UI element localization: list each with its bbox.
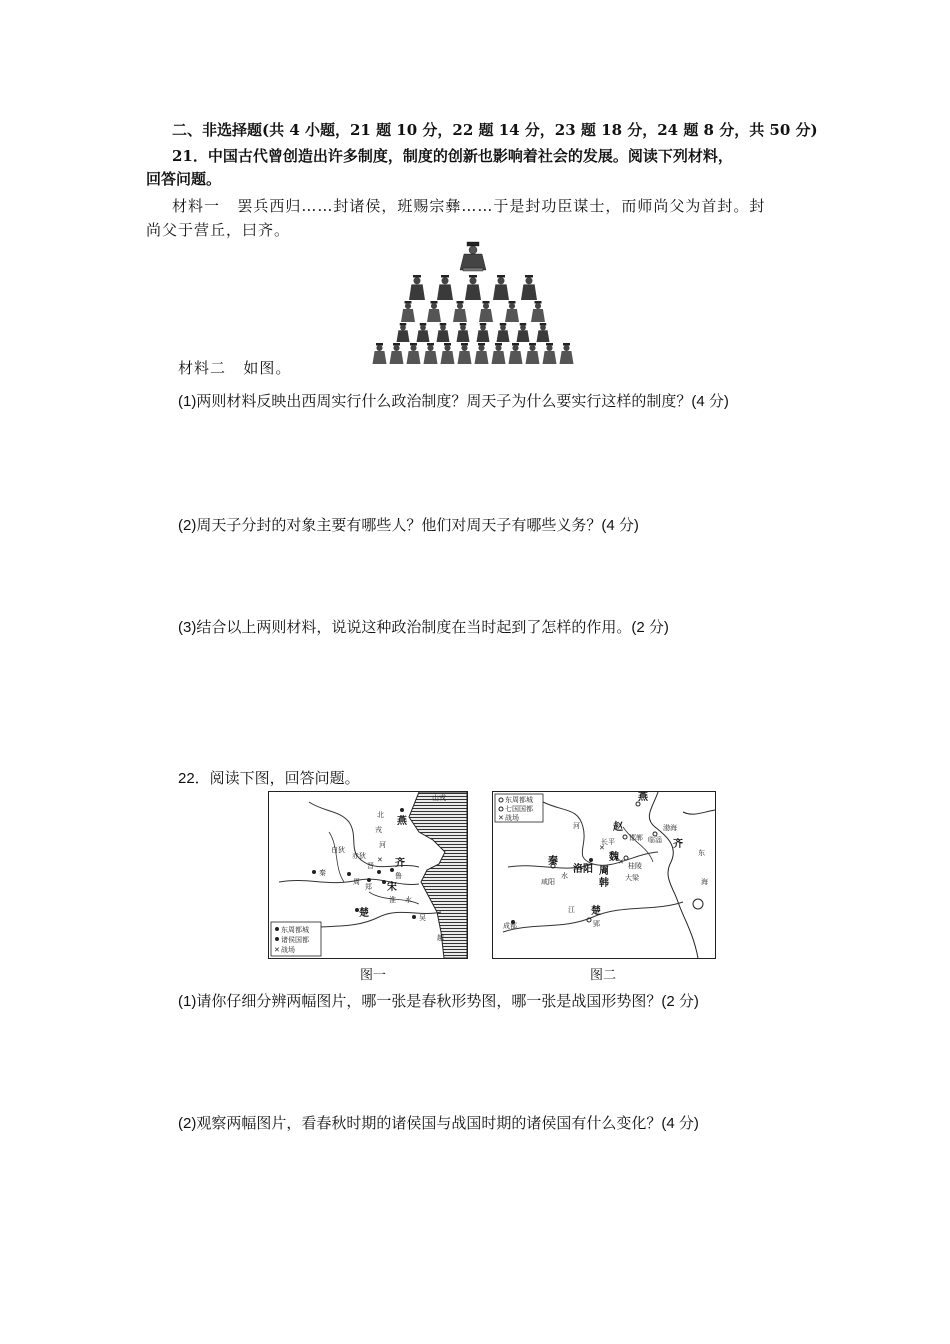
person-figure (521, 275, 537, 300)
battle-guiling-marker: ✕ (618, 858, 624, 866)
person-figure (477, 323, 490, 342)
label-hai: 海 (701, 878, 708, 886)
label-yan2: 燕 (638, 792, 648, 803)
label-handan: 邯郸 (629, 834, 643, 842)
battle-marker: ✕ (377, 856, 383, 864)
person-figure (407, 343, 421, 364)
label-zheng: 郑 (365, 883, 372, 891)
person-figure (526, 343, 540, 364)
person-figure (509, 343, 523, 364)
fig2-caption: 图二 (590, 968, 617, 983)
fig1-legend-battle: 战场 (281, 946, 295, 954)
person-figure (493, 275, 509, 300)
label-qin2: 秦 (548, 856, 558, 867)
person-figure (409, 275, 425, 300)
label-he2: 河 (573, 822, 580, 830)
person-figure (497, 323, 510, 342)
person-figure (397, 323, 410, 342)
label-chu: 楚 (359, 908, 369, 919)
label-dong: 东 (698, 849, 705, 857)
q21-material1-line2: 尚父于营丘，曰齐。 (146, 221, 291, 239)
person-figure (531, 301, 545, 322)
person-figure (492, 343, 506, 364)
q22-stem: 22．阅读下图，回答问题。 (178, 770, 360, 787)
label-chu2: 楚 (591, 906, 601, 917)
person-figure (437, 275, 453, 300)
label-linzi: 临淄 (648, 836, 662, 844)
person-figure (424, 343, 438, 364)
label-he: 河 (379, 841, 386, 849)
label-qi: 齐 (395, 858, 405, 869)
label-jin: 晋 (367, 862, 374, 870)
fig1-legend-battle-icon: ✕ (274, 946, 280, 954)
label-shui2: 水 (561, 872, 568, 880)
label-bei: 北 (377, 811, 384, 819)
person-figure (560, 343, 574, 364)
q21-material1-line1 (172, 196, 765, 216)
fig2-legend-battle: 战场 (505, 814, 519, 822)
person-figure (537, 323, 550, 342)
feudal-pyramid-figure (360, 240, 590, 372)
label-wei: 魏 (609, 852, 619, 863)
map-figure-1 (268, 791, 468, 959)
q21-material2-label: 材料二 (178, 359, 227, 377)
person-figure (543, 343, 557, 364)
fig1-caption: 图一 (360, 968, 387, 983)
person-figure (475, 343, 489, 364)
pyramid-rows (373, 275, 574, 364)
label-yan: 燕 (397, 816, 407, 827)
label-ying: 郢 (593, 920, 600, 928)
label-shui: 水 (405, 896, 412, 904)
label-guiling: 桂陵 (628, 862, 642, 870)
q21-sub1: (1)两则材料反映出西周实行什么政治制度？周天子为什么要实行这样的制度？(4 分) (178, 393, 729, 410)
q21-material1-text: 罢兵西归……封诸侯，班赐宗彝……于是封功臣谋士，而师尚父为首封。封 (237, 197, 766, 215)
map-figure-2 (492, 791, 716, 959)
label-wu: 吴 (419, 914, 426, 922)
person-figure (479, 301, 493, 322)
section-header: 二、非选择题(共 4 小题，21 题 10 分，22 题 14 分，23 题 18 分，24 题 8 分，共 50 分) (172, 121, 818, 139)
fig2-legend-capital: 东周都城 (505, 796, 533, 804)
person-figure (517, 323, 530, 342)
label-yue: 越 (437, 934, 444, 942)
label-qi2: 齐 (673, 839, 683, 850)
person-figure (437, 323, 450, 342)
label-han: 韩 (599, 878, 609, 889)
label-chidi: 赤狄 (352, 852, 366, 860)
label-xianyang: 咸阳 (541, 878, 555, 886)
q22-sub1: (1)请你仔细分辨两幅图片，哪一张是春秋形势图，哪一张是战国形势图？(2 分) (178, 993, 699, 1010)
label-zhao: 赵 (613, 822, 623, 833)
label-shanrong: 山戎 (432, 794, 446, 802)
person-figure (458, 343, 472, 364)
q21-material2-text: 如图。 (243, 359, 292, 377)
label-jiang: 江 (568, 906, 575, 914)
battle-changping-marker: ✕ (599, 844, 605, 852)
fig1-legend-state-capital: 诸侯国都 (281, 936, 309, 944)
label-zhou2: 周 (599, 866, 609, 877)
fig1-legend-capital: 东周都城 (281, 926, 309, 934)
label-zhou: 周 (353, 878, 360, 886)
q22-sub2: (2)观察两幅图片，看春秋时期的诸侯国与战国时期的诸侯国有什么变化？(4 分) (178, 1115, 699, 1132)
label-huai: 淮 (389, 896, 396, 904)
label-luoyang: 洛阳 (573, 864, 593, 875)
label-rong: 戎 (375, 826, 382, 834)
q21-material2-line (178, 358, 291, 378)
king-figure (460, 242, 486, 271)
q21-sub3: (3)结合以上两则材料，说说这种政治制度在当时起到了怎样的作用。(2 分) (178, 619, 669, 636)
person-figure (390, 343, 404, 364)
person-figure (417, 323, 430, 342)
person-figure (457, 323, 470, 342)
label-changping: 长平 (601, 838, 615, 846)
label-lu: 鲁 (395, 872, 402, 880)
q21-stem-line2: 回答问题。 (146, 170, 222, 188)
fig2-legend-battle-icon: ✕ (498, 814, 504, 822)
label-qin: 秦 (319, 869, 326, 877)
label-daliang: 大梁 (625, 874, 639, 882)
person-figure (505, 301, 519, 322)
fig2-legend-state-capital: 七国国都 (505, 805, 533, 813)
label-chengdu: 成都 (503, 922, 517, 930)
person-figure (465, 275, 481, 300)
label-baidi: 白狄 (331, 846, 345, 854)
label-song: 宋 (387, 882, 397, 893)
q21-stem-line1: 21．中国古代曾创造出许多制度，制度的创新也影响着社会的发展。阅读下列材料， (172, 147, 733, 165)
q21-material1-label: 材料一 (172, 197, 221, 215)
person-figure (373, 343, 387, 364)
q21-sub2: (2)周天子分封的对象主要有哪些人？他们对周天子有哪些义务？(4 分) (178, 517, 639, 534)
label-bohai: 渤海 (663, 824, 677, 832)
person-figure (427, 301, 441, 322)
person-figure (401, 301, 415, 322)
person-figure (453, 301, 467, 322)
person-figure (441, 343, 455, 364)
